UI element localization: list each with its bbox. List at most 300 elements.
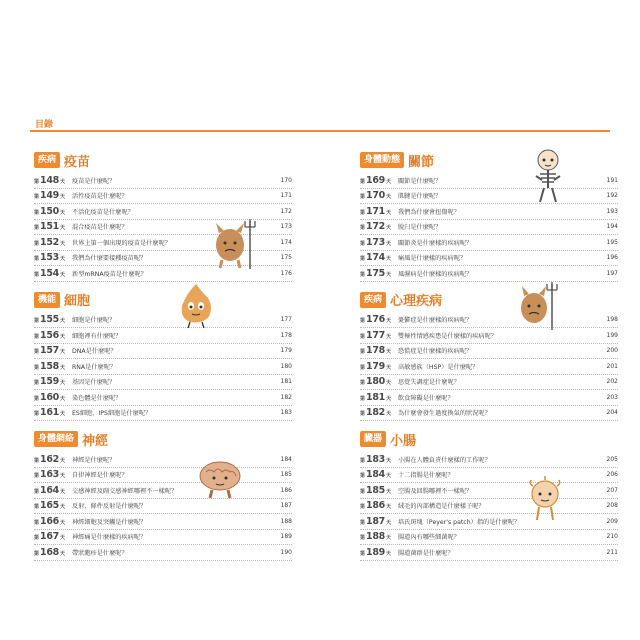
section-header (34, 150, 292, 170)
page-number: 186 (280, 486, 292, 494)
day-suffix: 天 (385, 535, 391, 542)
toc-entry[interactable] (360, 220, 618, 236)
day-prefix: 第 (34, 535, 40, 542)
day-suffix: 天 (385, 488, 391, 495)
section-header (360, 150, 618, 170)
page-number: 208 (606, 502, 618, 510)
day-number (34, 531, 72, 542)
day-suffix: 天 (385, 349, 391, 356)
day-suffix: 天 (59, 504, 65, 511)
brain-character-icon (196, 458, 244, 500)
section-title: 小腸 (390, 433, 417, 449)
page-number: 171 (280, 192, 292, 200)
day-number (360, 314, 398, 325)
section-header (360, 290, 618, 310)
day-value: 177 (366, 329, 385, 341)
day-value: 165 (40, 500, 59, 512)
day-suffix: 天 (59, 488, 65, 495)
day-number (360, 407, 398, 418)
day-suffix: 天 (59, 318, 65, 325)
day-number (34, 454, 72, 465)
day-prefix: 第 (360, 457, 366, 464)
day-prefix: 第 (34, 318, 40, 325)
entry-question: 思覺失調症是什麼呢？ (398, 379, 460, 387)
day-number (360, 376, 398, 387)
toc-section (34, 429, 292, 561)
toc-entry[interactable] (360, 251, 618, 267)
day-number (360, 330, 398, 341)
day-suffix: 天 (385, 550, 391, 557)
day-prefix: 第 (360, 411, 366, 418)
day-suffix: 天 (59, 535, 65, 542)
germ-devil-icon (208, 213, 258, 271)
day-suffix: 天 (59, 240, 65, 247)
day-prefix: 第 (360, 519, 366, 526)
section-category-tag: 疾病 (360, 292, 386, 308)
entry-question: 神經細胞及突觸是什麼呢？ (72, 518, 147, 526)
entry-question: 細胞裡有什麼呢？ (72, 332, 122, 340)
day-number (360, 206, 398, 217)
entry-question: 細胞是什麼呢？ (72, 317, 116, 325)
page-number: 170 (280, 176, 292, 184)
day-number (34, 252, 72, 263)
day-suffix: 天 (59, 519, 65, 526)
entry-question: 高敏感族（HSP）是什麼呢？ (398, 363, 479, 371)
entry-question: 活性疫苗是什麼呢？ (72, 193, 128, 201)
toc-entry[interactable] (360, 235, 618, 251)
day-value: 162 (40, 453, 59, 465)
day-value: 161 (40, 407, 59, 419)
day-suffix: 天 (385, 473, 391, 480)
day-value: 155 (40, 314, 59, 326)
day-prefix: 第 (360, 395, 366, 402)
day-value: 170 (366, 190, 385, 202)
toc-entry[interactable] (34, 328, 292, 344)
day-value: 179 (366, 360, 385, 372)
page-number: 200 (606, 347, 618, 355)
page-number: 196 (606, 254, 618, 262)
day-value: 186 (366, 500, 385, 512)
day-suffix: 天 (385, 333, 391, 340)
day-prefix: 第 (34, 271, 40, 278)
toc-entry[interactable] (360, 530, 618, 546)
day-suffix: 天 (59, 457, 65, 464)
entry-question: 新型mRNA疫苗是什麼呢？ (72, 270, 147, 278)
toc-entry[interactable] (360, 452, 618, 468)
page-number: 199 (606, 331, 618, 339)
day-number (34, 516, 72, 527)
toc-entry[interactable] (360, 406, 618, 422)
entry-question: 反射、條件反射是什麼呢？ (72, 503, 147, 511)
toc-entry[interactable] (34, 483, 292, 499)
entry-question: 為什麼會發生過度換氣的狀況呢？ (398, 410, 491, 418)
day-number (34, 392, 72, 403)
day-value: 166 (40, 515, 59, 527)
toc-entry[interactable] (34, 406, 292, 422)
toc-entry[interactable] (360, 204, 618, 220)
page-number: 173 (280, 223, 292, 231)
toc-entry[interactable] (360, 468, 618, 484)
page-number: 190 (280, 548, 292, 556)
page-number: 181 (280, 378, 292, 386)
page-number: 192 (606, 192, 618, 200)
day-suffix: 天 (385, 225, 391, 232)
day-value: 173 (366, 236, 385, 248)
section-header (34, 429, 292, 449)
day-suffix: 天 (59, 194, 65, 201)
page-number: 184 (280, 455, 292, 463)
day-suffix: 天 (59, 395, 65, 402)
day-number (360, 175, 398, 186)
day-prefix: 第 (34, 504, 40, 511)
day-prefix: 第 (360, 535, 366, 542)
entry-question: 肌腱是什麼呢？ (398, 193, 442, 201)
page-title: 目錄 (35, 120, 54, 130)
toc-entry[interactable] (360, 390, 618, 406)
day-value: 168 (40, 546, 59, 558)
entry-question: 雙極性情感疾患是什麼樣的疾病呢？ (398, 332, 497, 340)
section-header (360, 429, 618, 449)
day-number (360, 345, 398, 356)
toc-section (360, 150, 618, 282)
day-prefix: 第 (360, 473, 366, 480)
entry-question: 培氏斑塊（Peyer's patch）指的是什麼呢？ (398, 518, 521, 526)
day-number (34, 314, 72, 325)
day-number (360, 268, 398, 279)
toc-entry[interactable] (34, 514, 292, 530)
day-prefix: 第 (34, 411, 40, 418)
toc-section (34, 290, 292, 422)
entry-question: 我們為什麼會扭傷呢？ (398, 208, 460, 216)
day-value: 167 (40, 531, 59, 543)
toc-entry[interactable] (360, 173, 618, 189)
entry-question: 憂鬱症是什麼樣的疾病呢？ (398, 317, 473, 325)
cell-character-icon (176, 282, 216, 330)
day-value: 187 (366, 515, 385, 527)
entry-question: 脫臼是什麼呢？ (398, 224, 442, 232)
day-prefix: 第 (360, 271, 366, 278)
day-value: 159 (40, 376, 59, 388)
day-value: 188 (366, 531, 385, 543)
day-value: 157 (40, 345, 59, 357)
entry-question: 痛風是什麼樣的疾病呢？ (398, 255, 467, 263)
page-number: 197 (606, 269, 618, 277)
day-value: 164 (40, 484, 59, 496)
day-number (34, 469, 72, 480)
day-value: 189 (366, 546, 385, 558)
page-number: 177 (280, 316, 292, 324)
toc-entry[interactable] (34, 452, 292, 468)
entry-question: 自律神經是什麼呢？ (72, 472, 128, 480)
page-number: 198 (606, 316, 618, 324)
day-value: 174 (366, 252, 385, 264)
entry-question: 十二指腸是什麼呢？ (398, 472, 454, 480)
page-number: 175 (280, 254, 292, 262)
toc-entry[interactable] (34, 390, 292, 406)
toc-entry[interactable] (34, 468, 292, 484)
day-value: 151 (40, 221, 59, 233)
page-number: 189 (280, 533, 292, 541)
section-category-tag: 臟器 (360, 431, 386, 447)
section-title: 神經 (82, 433, 109, 449)
entry-question: 飲食障礙是什麼呢？ (398, 394, 454, 402)
day-value: 163 (40, 469, 59, 481)
page-number: 209 (606, 517, 618, 525)
entry-question: 空腸及回腸哪裡不一樣呢？ (398, 487, 473, 495)
toc-entry[interactable] (360, 499, 618, 515)
toc-entry[interactable] (34, 545, 292, 561)
page-number: 201 (606, 362, 618, 370)
day-number (360, 531, 398, 542)
toc-entry[interactable] (34, 189, 292, 205)
page-number: 205 (606, 455, 618, 463)
day-prefix: 第 (360, 333, 366, 340)
toc-entry[interactable] (34, 530, 292, 546)
day-value: 183 (366, 453, 385, 465)
day-value: 181 (366, 391, 385, 403)
entry-question: 不活化疫苗是什麼呢？ (72, 208, 134, 216)
day-prefix: 第 (360, 488, 366, 495)
toc-entry[interactable] (34, 359, 292, 375)
page-number: 202 (606, 378, 618, 386)
section-category-tag: 身體動態 (360, 152, 404, 168)
entry-question: 絨毛的內部構造是什麼樣子呢？ (398, 503, 485, 511)
toc-entry[interactable] (34, 344, 292, 360)
right-column (360, 150, 618, 569)
toc-entry[interactable] (360, 266, 618, 282)
day-suffix: 天 (385, 209, 391, 216)
day-prefix: 第 (360, 225, 366, 232)
section-category-tag: 機能 (34, 292, 60, 308)
day-number (34, 345, 72, 356)
day-prefix: 第 (360, 256, 366, 263)
page-number: 176 (280, 269, 292, 277)
day-number (360, 500, 398, 511)
toc-entry[interactable] (360, 328, 618, 344)
page-number: 193 (606, 207, 618, 215)
day-suffix: 天 (385, 519, 391, 526)
day-number (360, 190, 398, 201)
page-number: 188 (280, 517, 292, 525)
toc-entry[interactable] (34, 173, 292, 189)
day-suffix: 天 (385, 194, 391, 201)
day-number (34, 330, 72, 341)
section-category-tag: 疾病 (34, 152, 60, 168)
day-value: 185 (366, 484, 385, 496)
toc-entry[interactable] (360, 189, 618, 205)
day-prefix: 第 (34, 349, 40, 356)
entry-question: 關節是什麼呢？ (398, 177, 442, 185)
day-prefix: 第 (34, 550, 40, 557)
day-suffix: 天 (59, 178, 65, 185)
page-number: 183 (280, 409, 292, 417)
day-prefix: 第 (34, 240, 40, 247)
toc-section (360, 290, 618, 422)
day-prefix: 第 (360, 178, 366, 185)
day-prefix: 第 (34, 457, 40, 464)
day-value: 153 (40, 252, 59, 264)
section-title: 細胞 (64, 294, 91, 309)
entry-question: 疫苗是什麼呢？ (72, 177, 116, 185)
entry-question: 神經痛是什麼樣的疾病呢？ (72, 534, 147, 542)
toc-entry[interactable] (360, 514, 618, 530)
day-suffix: 天 (59, 380, 65, 387)
title-divider (30, 130, 610, 132)
day-prefix: 第 (360, 240, 366, 247)
entry-question: DNA是什麼呢？ (72, 348, 117, 356)
day-prefix: 第 (34, 473, 40, 480)
day-value: 150 (40, 205, 59, 217)
day-prefix: 第 (34, 380, 40, 387)
toc-entry[interactable] (34, 313, 292, 329)
day-value: 175 (366, 267, 385, 279)
day-suffix: 天 (59, 209, 65, 216)
day-suffix: 天 (59, 349, 65, 356)
toc-entry[interactable] (360, 359, 618, 375)
page-number: 174 (280, 238, 292, 246)
page-number: 191 (606, 176, 618, 184)
entry-question: ES細胞、IPS細胞是什麼呢？ (72, 410, 152, 418)
day-number (360, 547, 398, 558)
day-value: 160 (40, 391, 59, 403)
day-number (360, 361, 398, 372)
toc-entry[interactable] (360, 375, 618, 391)
day-prefix: 第 (360, 380, 366, 387)
day-suffix: 天 (385, 256, 391, 263)
page-number: 187 (280, 502, 292, 510)
entry-question: RNA是什麼呢？ (72, 363, 117, 371)
day-suffix: 天 (385, 178, 391, 185)
day-number (360, 237, 398, 248)
page-number: 179 (280, 347, 292, 355)
toc-entry[interactable] (360, 483, 618, 499)
section-header (34, 290, 292, 310)
day-prefix: 第 (34, 364, 40, 371)
day-suffix: 天 (59, 550, 65, 557)
day-value: 184 (366, 469, 385, 481)
day-number (34, 485, 72, 496)
day-number (34, 175, 72, 186)
day-suffix: 天 (385, 364, 391, 371)
day-prefix: 第 (34, 178, 40, 185)
section-title: 關節 (408, 154, 435, 170)
toc-entry[interactable] (360, 313, 618, 329)
entry-question: 基因是什麼呢？ (72, 379, 116, 387)
day-prefix: 第 (360, 318, 366, 325)
toc-entry[interactable] (360, 344, 618, 360)
day-prefix: 第 (360, 209, 366, 216)
day-suffix: 天 (385, 395, 391, 402)
day-suffix: 天 (59, 333, 65, 340)
intestine-character-icon (525, 474, 565, 526)
toc-section (360, 429, 618, 561)
day-suffix: 天 (385, 457, 391, 464)
page-number: 204 (606, 409, 618, 417)
entry-question: 帶狀皰疹是什麼呢？ (72, 549, 128, 557)
entry-question: 染色體是什麼呢？ (72, 394, 122, 402)
day-number (360, 221, 398, 232)
day-number (360, 392, 398, 403)
page-number: 182 (280, 393, 292, 401)
day-value: 178 (366, 345, 385, 357)
toc-entry[interactable] (360, 545, 618, 561)
entry-question: 世界上第一個出現的疫苗是什麼呢？ (72, 239, 171, 247)
skeleton-character-icon (528, 148, 568, 206)
day-value: 158 (40, 360, 59, 372)
day-number (360, 454, 398, 465)
day-value: 154 (40, 267, 59, 279)
day-value: 171 (366, 205, 385, 217)
day-value: 176 (366, 314, 385, 326)
entry-question: 風濕病是什麼樣的疾病呢？ (398, 270, 473, 278)
day-prefix: 第 (34, 395, 40, 402)
day-prefix: 第 (34, 488, 40, 495)
entry-question: 恐慌症是什麼樣的疾病呢？ (398, 348, 473, 356)
day-prefix: 第 (34, 333, 40, 340)
section-category-tag: 身體網絡 (34, 431, 78, 447)
day-value: 149 (40, 190, 59, 202)
day-value: 152 (40, 236, 59, 248)
day-value: 156 (40, 329, 59, 341)
day-prefix: 第 (34, 519, 40, 526)
day-value: 182 (366, 407, 385, 419)
day-number (34, 407, 72, 418)
day-number (360, 485, 398, 496)
day-number (360, 469, 398, 480)
germ-devil-icon (514, 280, 560, 332)
day-prefix: 第 (360, 504, 366, 511)
page-number: 195 (606, 238, 618, 246)
day-number (34, 376, 72, 387)
day-number (360, 516, 398, 527)
day-prefix: 第 (360, 349, 366, 356)
toc-entry[interactable] (34, 499, 292, 515)
entry-question: 混合疫苗是什麼呢？ (72, 224, 128, 232)
day-prefix: 第 (360, 194, 366, 201)
day-suffix: 天 (385, 240, 391, 247)
day-number (34, 268, 72, 279)
page-number: 207 (606, 486, 618, 494)
day-prefix: 第 (360, 364, 366, 371)
page-number: 211 (606, 548, 618, 556)
day-prefix: 第 (34, 225, 40, 232)
entry-question: 我們為什麼要接種疫苗呢？ (72, 255, 147, 263)
day-number (34, 547, 72, 558)
day-suffix: 天 (59, 225, 65, 232)
day-number (34, 237, 72, 248)
day-number (34, 500, 72, 511)
day-prefix: 第 (34, 209, 40, 216)
day-suffix: 天 (59, 473, 65, 480)
day-prefix: 第 (360, 550, 366, 557)
day-suffix: 天 (385, 380, 391, 387)
section-title: 疫苗 (64, 154, 91, 170)
day-number (34, 361, 72, 372)
toc-entry[interactable] (34, 375, 292, 391)
day-number (34, 206, 72, 217)
entry-question: 關節炎是什麼樣的疾病呢？ (398, 239, 473, 247)
day-prefix: 第 (34, 256, 40, 263)
entry-question: 小腸在人體負責什麼樣的工作呢？ (398, 456, 491, 464)
page-number: 194 (606, 223, 618, 231)
day-suffix: 天 (385, 318, 391, 325)
day-suffix: 天 (59, 271, 65, 278)
day-suffix: 天 (59, 256, 65, 263)
day-number (34, 190, 72, 201)
page-number: 172 (280, 207, 292, 215)
day-suffix: 天 (385, 411, 391, 418)
day-value: 172 (366, 221, 385, 233)
